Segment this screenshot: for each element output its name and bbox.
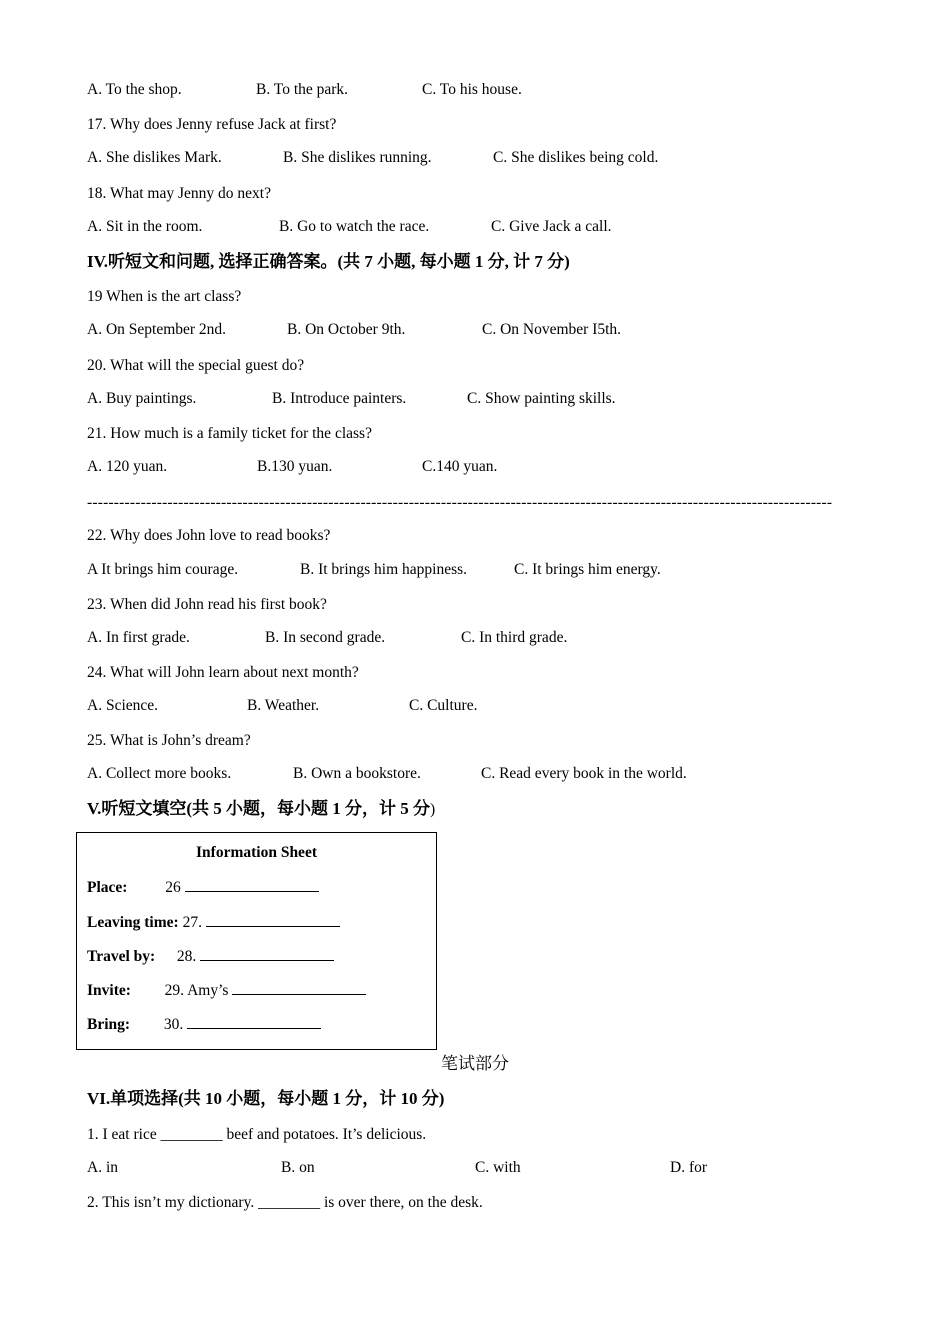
q17-option-b: B. She dislikes running.	[283, 149, 432, 166]
q22-option-c: C. It brings him energy.	[514, 561, 661, 578]
q25-option-b: B. Own a bookstore.	[293, 765, 421, 782]
section-5-heading	[87, 799, 435, 820]
answer-blank-29[interactable]	[232, 979, 366, 995]
section-6-heading: VI.单项选择(共 10 小题，每小题 1 分，计 10 分)	[87, 1089, 445, 1108]
q20-option-c: C. Show painting skills.	[467, 390, 616, 407]
q16-option-b: B. To the park.	[256, 81, 349, 98]
info-row-bring	[87, 1013, 321, 1035]
q21-option-c: C.140 yuan.	[422, 458, 498, 475]
q22-question: 22. Why does John love to read books?	[87, 527, 331, 544]
answer-blank-28[interactable]	[200, 945, 334, 961]
w1-option-a: A. in	[87, 1159, 118, 1176]
q25-option-a: A. Collect more books.	[87, 765, 232, 782]
q24-option-a: A. Science.	[87, 697, 159, 714]
information-sheet-title: Information Sheet	[196, 844, 317, 861]
q21-question: 21. How much is a family ticket for the class?	[87, 425, 372, 442]
q23-option-b: B. In second grade.	[265, 629, 386, 646]
info-label: Leaving time:	[87, 914, 179, 931]
q19-question: 19 When is the art class?	[87, 288, 242, 305]
info-row-invite	[87, 979, 366, 1001]
w2-question: 2. This isn’t my dictionary. ________ is over there, on the desk.	[87, 1194, 483, 1211]
q16-option-a: A. To the shop.	[87, 81, 182, 98]
info-label: Invite:	[87, 982, 131, 999]
q24-question: 24. What will John learn about next month?	[87, 664, 359, 681]
info-label: Travel by:	[87, 948, 156, 965]
q17-option-a: A. She dislikes Mark.	[87, 149, 222, 166]
info-number: 29. Amy’s	[164, 982, 229, 999]
w1-option-d: D. for	[670, 1159, 708, 1176]
q19-option-c: C. On November I5th.	[482, 321, 622, 338]
answer-blank-30[interactable]	[187, 1013, 321, 1029]
q25-option-c: C. Read every book in the world.	[481, 765, 687, 782]
q23-option-c: C. In third grade.	[461, 629, 568, 646]
info-number: 28.	[176, 948, 197, 965]
q23-question: 23. When did John read his first book?	[87, 596, 327, 613]
written-part-title: 笔试部分	[441, 1054, 509, 1073]
q20-option-b: B. Introduce painters.	[272, 390, 407, 407]
section-5-heading-close: )	[430, 801, 436, 818]
q20-question: 20. What will the special guest do?	[87, 357, 305, 374]
answer-blank-26[interactable]	[185, 876, 319, 892]
q17-question: 17. Why does Jenny refuse Jack at first?	[87, 116, 337, 133]
q16-option-c: C. To his house.	[422, 81, 522, 98]
section-5-heading-main: V.听短文填空(共 5 小题，每小题 1 分，计 5 分	[87, 799, 430, 818]
q25-question: 25. What is John’s dream?	[87, 732, 251, 749]
q21-option-b: B.130 yuan.	[257, 458, 333, 475]
info-row-leaving-time	[87, 911, 340, 933]
info-number: 27.	[182, 914, 202, 931]
q24-option-c: C. Culture.	[409, 697, 478, 714]
w1-option-c: C. with	[475, 1159, 521, 1176]
info-label: Bring:	[87, 1016, 131, 1033]
answer-blank-27[interactable]	[206, 911, 340, 927]
w1-option-b: B. on	[281, 1159, 315, 1176]
info-label: Place:	[87, 879, 128, 896]
q18-option-a: A. Sit in the room.	[87, 218, 203, 235]
info-row-place	[87, 876, 319, 898]
q18-option-c: C. Give Jack a call.	[491, 218, 612, 235]
q19-option-b: B. On October 9th.	[287, 321, 406, 338]
q21-option-a: A. 120 yuan.	[87, 458, 168, 475]
q18-question: 18. What may Jenny do next?	[87, 185, 271, 202]
info-row-travel-by	[87, 945, 334, 967]
q19-option-a: A. On September 2nd.	[87, 321, 227, 338]
dashed-divider: -------------------------------------------------------------------------------------------------------------------------------------------	[87, 494, 833, 511]
q24-option-b: B. Weather.	[247, 697, 320, 714]
info-number: 30.	[163, 1016, 184, 1033]
q22-option-a: A It brings him courage.	[87, 561, 239, 578]
q18-option-b: B. Go to watch the race.	[279, 218, 430, 235]
section-4-heading: IV.听短文和问题, 选择正确答案。(共 7 小题, 每小题 1 分, 计 7 分)	[87, 252, 570, 271]
q23-option-a: A. In first grade.	[87, 629, 190, 646]
q22-option-b: B. It brings him happiness.	[300, 561, 468, 578]
q20-option-a: A. Buy paintings.	[87, 390, 197, 407]
info-number: 26	[165, 879, 181, 896]
information-sheet	[76, 832, 437, 1050]
w1-question: 1. I eat rice ________ beef and potatoes. It’s delicious.	[87, 1126, 427, 1143]
q17-option-c: C. She dislikes being cold.	[493, 149, 659, 166]
